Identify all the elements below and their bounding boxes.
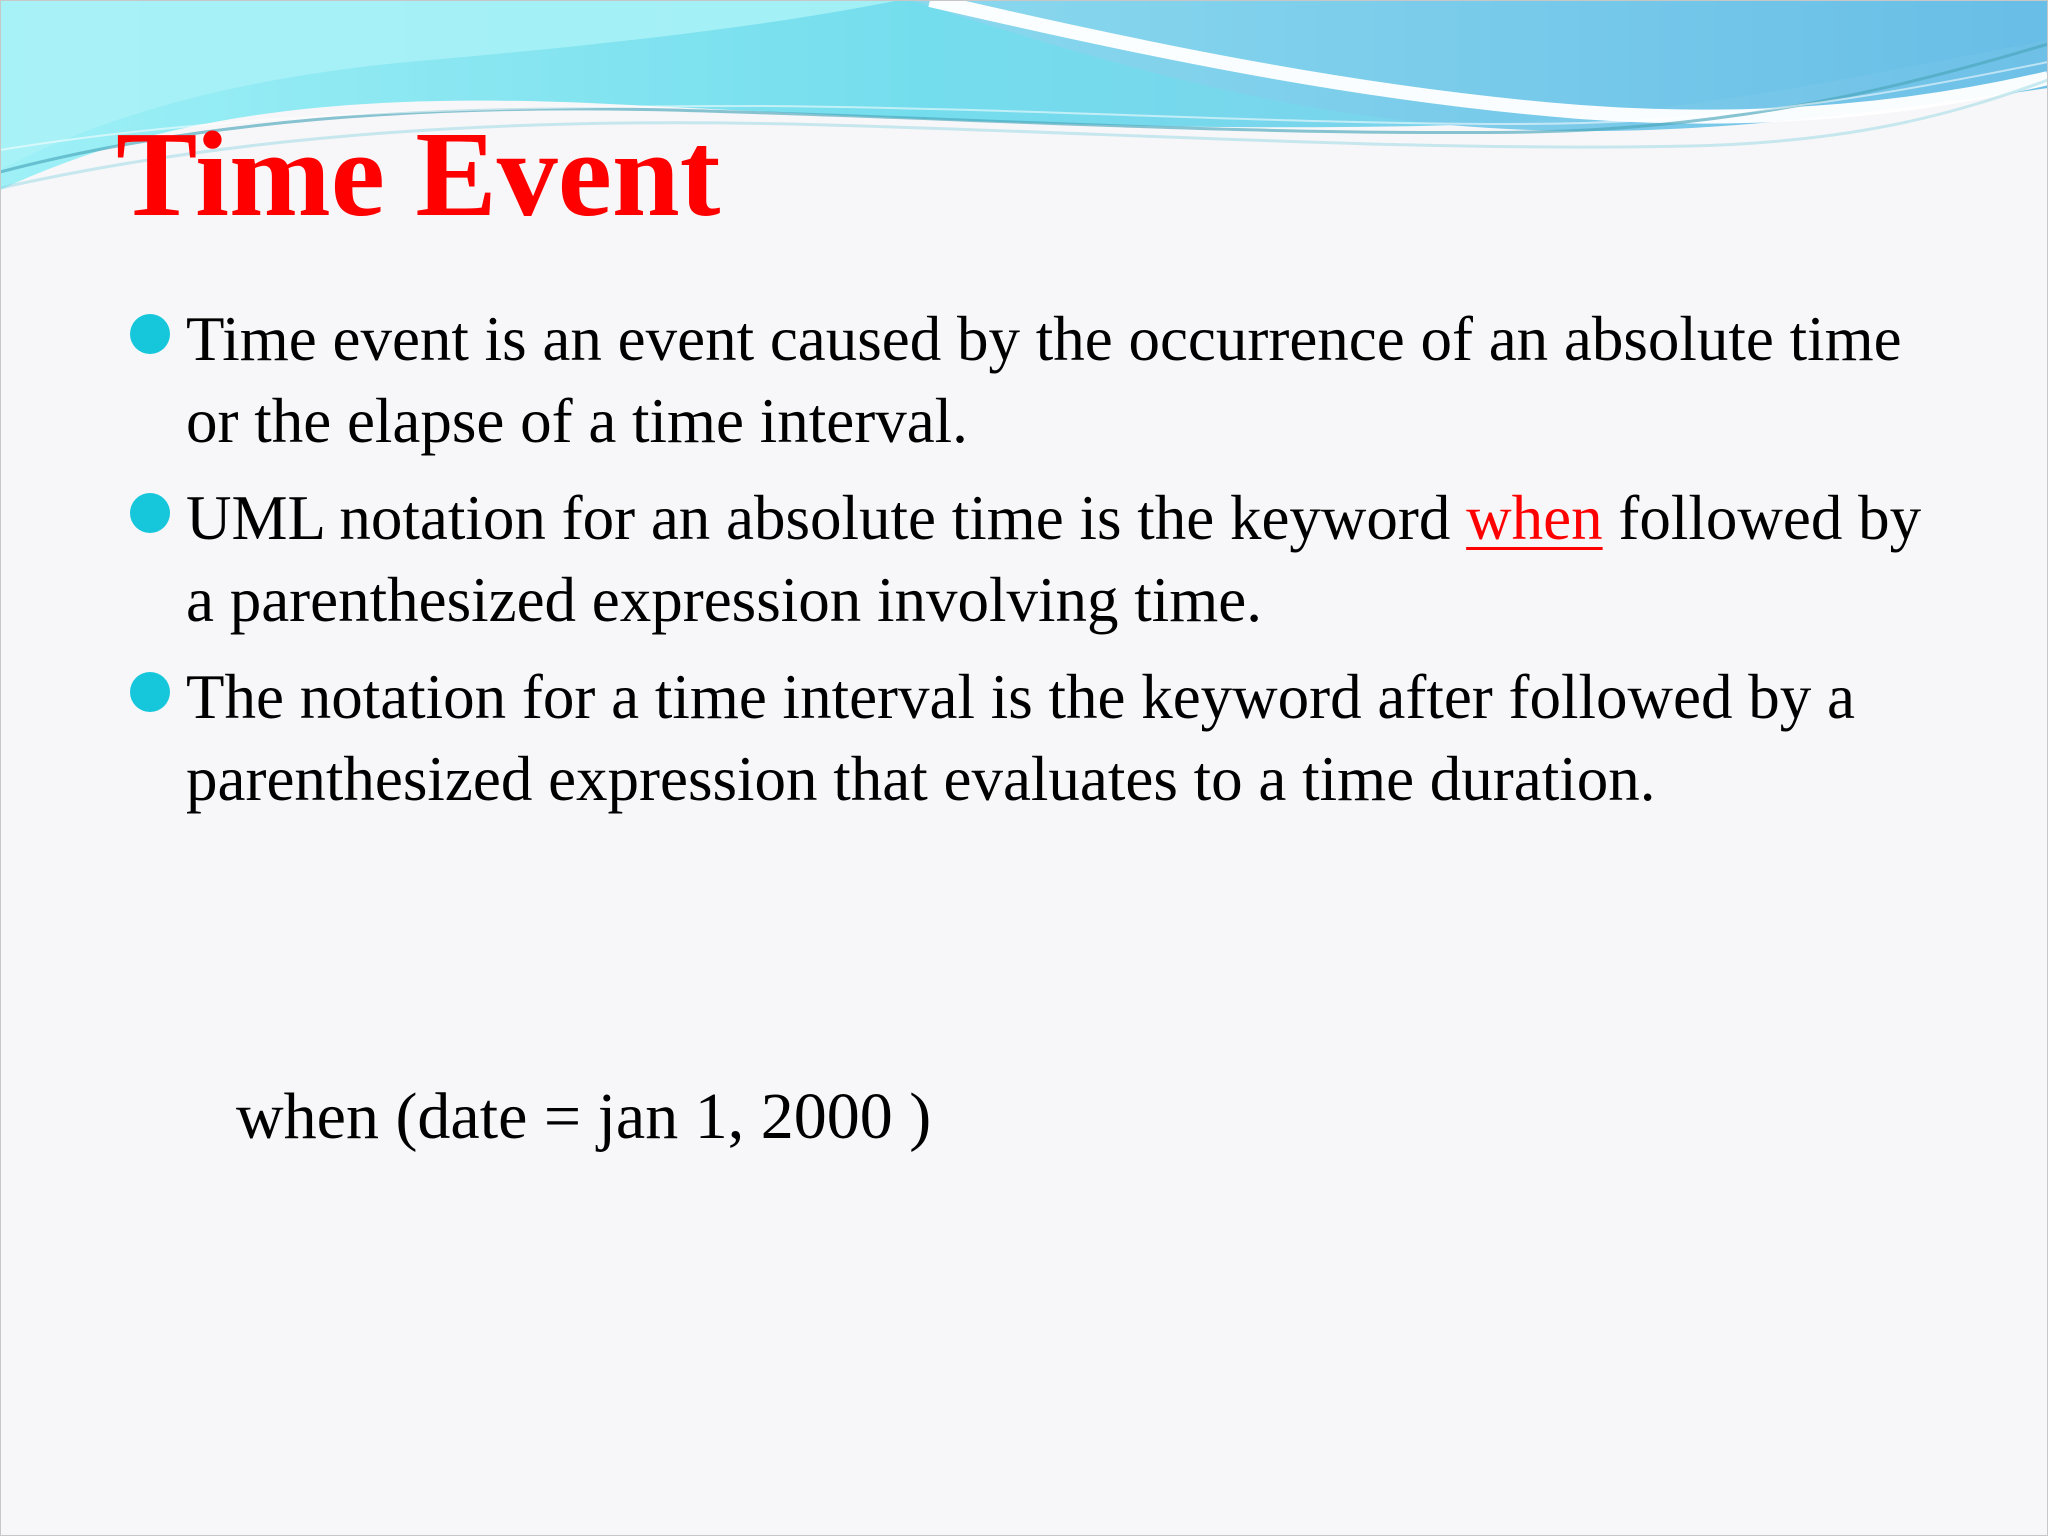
bullet-item-absolute-time: [130, 477, 1960, 641]
keyword-when: when: [1466, 483, 1603, 553]
example-expression: when (date = jan 1, 2000 ): [236, 1080, 932, 1153]
bullet-text: Time event is an event caused by the occurrence of an absolute time or the elapse of a time interval.: [186, 304, 1902, 456]
bullet-list: [130, 298, 1960, 835]
bullet-text-before-keyword: UML notation for an absolute time is the keyword: [186, 483, 1467, 553]
bullet-item-time-event: [130, 298, 1960, 462]
bullet-dot-icon: [130, 314, 170, 354]
bullet-item-time-interval: [130, 656, 1960, 820]
slide-title: Time Event: [116, 107, 721, 242]
bullet-dot-icon: [130, 493, 170, 533]
bullet-text: The notation for a time interval is the keyword after followed by a parenthesized expression that evaluates to a time duration.: [186, 662, 1887, 814]
bullet-text-after-keyword: followed by a parenthesized expression involving time.: [186, 483, 1937, 635]
bullet-dot-icon: [130, 672, 170, 712]
